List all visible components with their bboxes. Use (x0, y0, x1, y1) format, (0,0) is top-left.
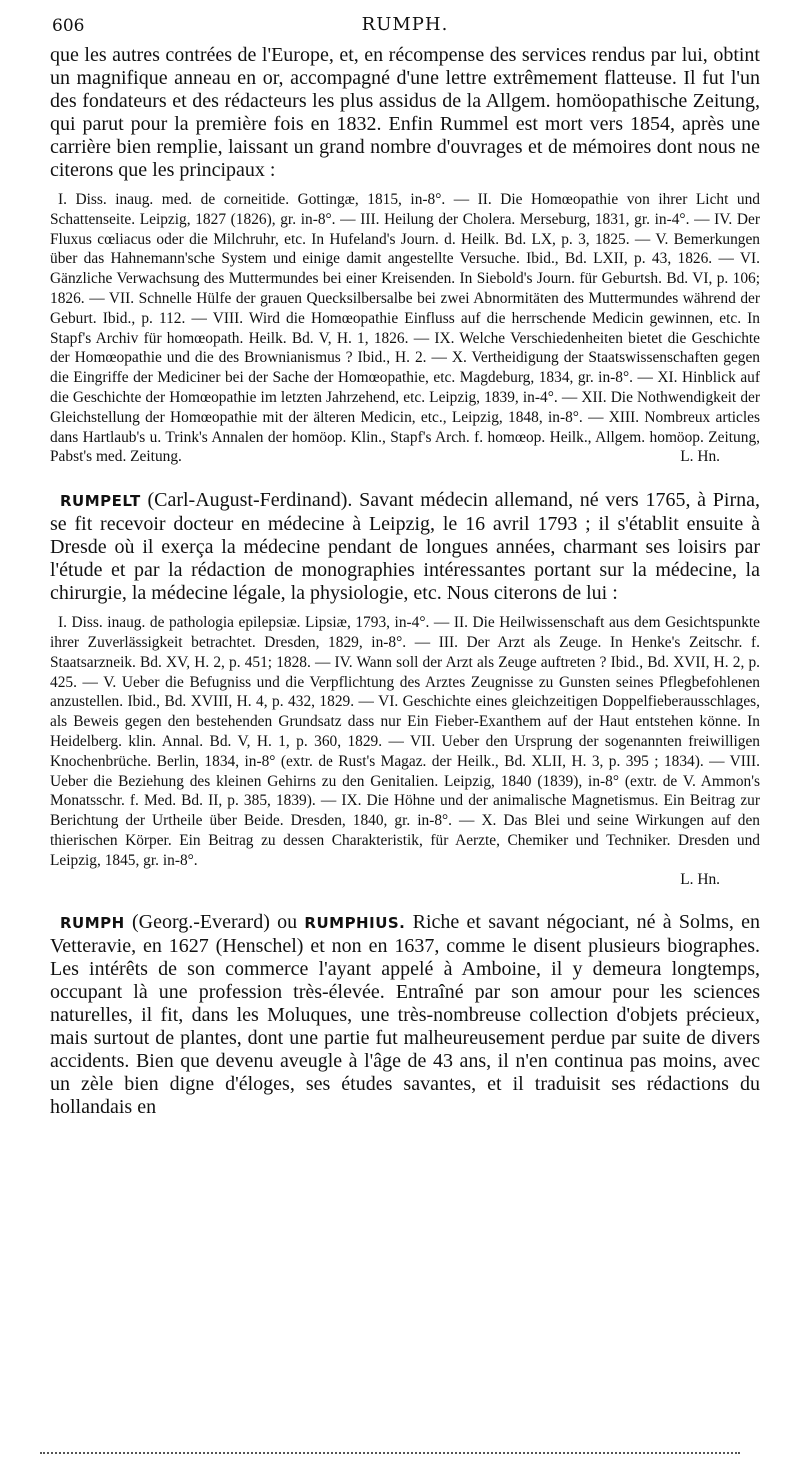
signature-rummel: L. Hn. (680, 448, 720, 466)
entry-name-rumph: RUMPH (60, 913, 125, 932)
signature-rumpelt: L. Hn. (680, 870, 720, 888)
bibliography-rummel (50, 190, 760, 467)
entry-name-rumph-forenames: (Georg.-Everard) ou (131, 910, 298, 933)
entry-rumpelt (50, 489, 760, 605)
entry-name-rumphius: RUMPHIUS. (304, 913, 406, 932)
entry-text-rumpelt: (Carl-August-Ferdinand). Savant médecin allemand, né vers 1765, à Pirna, se fit recevoir docteur en médecine à Leipzig, le 16 avril 1793 ; il s'établit ensuite à Dresde où il exerça la médecine pendant de longues années, charmant ses loisirs par l'étude et par la rédaction de monographies intéressantes portant sur la médecine, la chirurgie, la médecine légale, la physiologie, etc. Nous citerons de lui : (50, 489, 760, 605)
bibliography-rummel-text: I. Diss. inaug. med. de corneitide. Gottingæ, 1815, in-8°. — II. Die Homœopathie von ihrer Licht und Schattenseite. Leipzig, 1827 (1826), gr. in-8°. — III. Heilung der Cholera. Merseburg, 1831, gr. in-4°. — IV. Der Fluxus cœliacus oder die Milchruhr, etc. In Hufeland's Journ. d. Heilk. Bd. LX, p. 3, 1825. — V. Bemerkungen über das Hahnemann'sche System und einige damit angestellte Versuche. Ibid., Bd. LXII, p. 43, 1826. — VI. Gänzliche Verwachsung des Muttermundes bei einer Kreisenden. In Siebold's Journ. für Geburtsh. Bd. VI, p. 106; 1826. — VII. Schnelle Hülfe der grauen Quecksilbersalbe bei zwei Abnormitäten des Muttermundes während der Geburt. Ibid., p. 112. — VIII. Wird die Homœopathie Einfluss auf die herrschende Medicin gewinnen, etc. In Stapf's Archiv für homœopath. Heilk. Bd. V, H. 1, 1826. — IX. Welche Verschiedenheiten bietet die Geschichte der Homœopathie und die des Brownianismus ? Ibid., H. 2. — X. Vertheidigung der Staatswissenschaften gegen die Eingriffe der Mediciner bei der Sache der Homœopathie, etc. Magdeburg, 1834, gr. in-8°. — XI. Hinblick auf die Geschichte der Homœopathie im letzten Jahrzehend, etc. Leipzig, 1839, in-4°. — XII. Die Nothwendigkeit der Gleichstellung der Homœopathie mit der älteren Medicin, etc., Leipzig, 1848, in-8°. — XIII. Nombreux articles dans Hartlaub's u. Trink's Annalen der homöop. Klin., Stapf's Arch. f. homœop. Heilk., Allgem. homöop. Zeitung, Pabst's med. Zeitung. (50, 191, 760, 466)
paragraph-rummel-end: que les autres contrées de l'Europe, et, en récompense des services rendus par lui, obtint un magnifique anneau en or, accompagné d'une lettre extrêmement flatteuse. Il fut l'un des fondateurs et des rédacteurs les plus assidus de la Allgem. homöopathische Zeitung, qui parut pour la première fois en 1832. Enfin Rummel est mort vers 1854, après une carrière bien remplie, laissant un grand nombre d'ouvrages et de mémoires dont nous ne citerons que les principaux : (50, 44, 760, 181)
footer-dotted-rule (40, 1452, 740, 1454)
page-number: 606 (52, 16, 85, 36)
bibliography-rumpelt: I. Diss. inaug. de pathologia epilepsiæ. Lipsiæ, 1793, in-4°. — II. Die Heilwissenschaft aus dem Gesichtspunkte ihrer Zuverlässigkeit betrachtet. Dresden, 1829, in-8°. — III. Der Arzt als Zeuge. In Henke's Zeitschr. f. Staatsarzneik. Bd. XV, H. 2, p. 451; 1828. — IV. Wann soll der Arzt als Zeuge auftreten ? Ibid., Bd. XVII, H. 2, p. 425. — V. Ueber die Befugniss und die Verpflichtung des Arztes Zeugnisse zu Gunsten seines Pflegbefohlenen anzustellen. Ibid., Bd. XVIII, H. 4, p. 432, 1829. — VI. Geschichte eines gleichzeitigen Doppelfieberausschlages, als Beweis gegen den bestehenden Grundsatz dass nur Ein Fieber-Exanthem auf der Haut entstehen könne. In Heidelberg. klin. Annal. Bd. V, H. 1, p. 360, 1829. — VII. Ueber den Ursprung der sogenannten freiwilligen Knochenbrüche. Berlin, 1834, in-8° (extr. de Rust's Magaz. der Heilk., Bd. XLII, H. 3, p. 395 ; 1834). — VIII. Ueber die Beziehung des kleinen Gehirns zu den Genitalien. Leipzig, 1840 (1839), in-8° (extr. de V. Ammon's Monatsschr. f. Med. Bd. II, p. 385, 1839). — IX. Die Höhne und der animalische Magnetismus. Ein Beitrag zur Berichtung der Urtheile über Beide. Dresden, 1840, gr. in-8°. — X. Das Blei und seine Wirkungen auf den thierischen Körper. Ein Beitrag zu dessen Charakteristik, für Aerzte, Chemiker und Techniker. Dresden und Leipzig, 1845, gr. in-8°. (50, 614, 760, 869)
entry-name-rumpelt: RUMPELT (60, 492, 141, 511)
page-header (50, 8, 760, 44)
running-head: RUMPH. (361, 14, 449, 35)
entry-rumph (50, 911, 760, 1119)
entry-text-rumph: Riche et savant négociant, né à Solms, en Vetteravie, en 1627 (Henschel) et non en 1637, comme le disent plusieurs biographes. Les intérêts de son commerce l'ayant appelé à Amboine, il y demeura longtemps, occupant là une profession très-élevée. Entraîné par son amour pour les sciences naturelles, il fit, dans les Moluques, une très-nombreuse collection d'objets précieux, mais surtout de plantes, dont une partie fut malheureusement perdue par suite de divers accidents. Bien que devenu aveugle à l'âge de 43 ans, il n'en continua pas moins, avec un zèle bien digne d'éloges, ses études savantes, et il traduisit ses rédactions du hollandais en (50, 910, 761, 1118)
